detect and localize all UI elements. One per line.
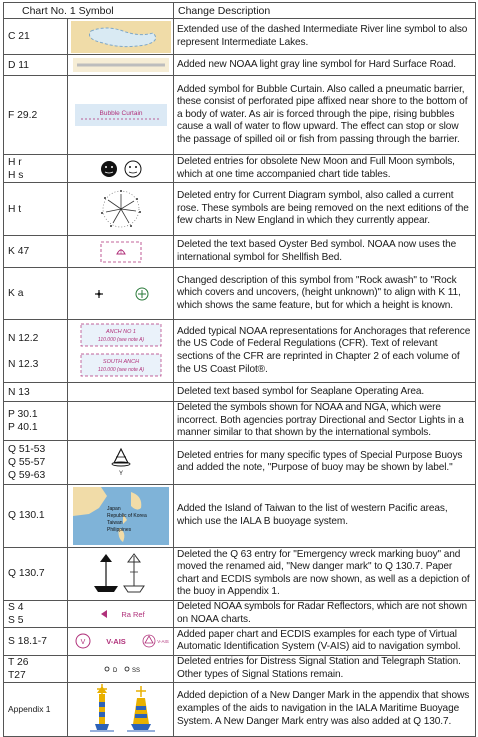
table-row [4, 547, 476, 600]
table-row [4, 320, 476, 383]
row-code: S 18.1-7 [4, 627, 68, 655]
row-description: Added depiction of a New Danger Mark in the appendix that shows examples of the aids to navigation in the IALA Maritime Buoyage System. A New Danger Mark entry was also added at Q 130.7. [174, 682, 476, 736]
signal-ss-label: SS [131, 667, 140, 674]
signal-d-label: D [112, 667, 117, 674]
special-buoy-icon [68, 440, 174, 484]
row-description: Deleted the symbols shown for NOAA and NGA, which were incorrect. Both agencies portray Directional and Sector Lights in a manner similar to that shown by the international symbols. [174, 402, 476, 441]
row-description: Deleted entries for Distress Signal Station and Telegraph Station. Other types of Signal Stations remain. [174, 655, 476, 682]
row-description: Added the Island of Taiwan to the list of western Pacific areas, which use the IALA B buoyage system. [174, 484, 476, 547]
danger-mark-buoy-icon [68, 682, 174, 736]
row-code: H r H s [4, 155, 68, 183]
row-code: Q 51-53 Q 55-57 Q 59-63 [4, 440, 68, 484]
row-description: Added typical NOAA representations for Anchorages that reference the US Code of Federal Regulations (CFR). Text of relevant sections of the CFR are reprinted in Chapter 2 of each volume of the US Coast Pilot®. [174, 320, 476, 383]
row-code: P 30.1 P 40.1 [4, 402, 68, 441]
row-description: Deleted the Q 63 entry for "Emergency wreck marking buoy" and moved the renamed aid, "New danger mark" to Q 130.7. Paper chart and ECDIS symbols are now shown, as well as a depiction of the buoy in Appendix 1. [174, 547, 476, 600]
row-code: T 26 T27 [4, 655, 68, 682]
row-code: D 11 [4, 55, 68, 76]
table-row [4, 383, 476, 402]
anchorage-note-2: 110.000 (see note A) [97, 367, 144, 373]
chart-changes-table [3, 2, 476, 737]
row-description: Deleted entries for many specific types of Special Purpose Buoys and added the note, "Purpose of buoy may be shown by label." [174, 440, 476, 484]
map-label-korea: Republic of Korea [106, 512, 147, 519]
row-description: Added symbol for Bubble Curtain. Also called a pneumatic barrier, these consist of perforated pipe affixed near shore to the bottom of a body of water. As air is forced through the pipe, rising bubbles cause a wall of water to flow upward. The effect can stop or slow the passage of spilled oil or fish from passing through the barrier. [174, 76, 476, 155]
anchorage-label-1: ANCH NO 1 [105, 329, 136, 335]
table-row [4, 55, 476, 76]
row-description: Extended use of the dashed Intermediate River line symbol to also represent Intermediate Lakes. [174, 19, 476, 55]
anchorage-icon [68, 320, 174, 383]
table-row [4, 484, 476, 547]
table-row [4, 682, 476, 736]
rock-awash-icon [68, 268, 174, 320]
row-description: Deleted the text based Oyster Bed symbol. NOAA now uses the international symbol for Shellfish Bed. [174, 236, 476, 268]
row-description: Added new NOAA light gray line symbol for Hard Surface Road. [174, 55, 476, 76]
row-code: N 12.2 N 12.3 [4, 320, 68, 383]
v-ais-label: V-AIS [105, 637, 126, 647]
row-code: H t [4, 183, 68, 236]
table-row [4, 402, 476, 441]
new-danger-mark-icon [68, 547, 174, 600]
row-code: F 29.2 [4, 76, 68, 155]
map-label-taiwan: Taiwan [106, 519, 123, 526]
bubble-curtain-label: Bubble Curtain [99, 110, 142, 117]
row-description: Deleted entries for obsolete New Moon and Full Moon symbols, which at one time accompanied chart tide tables. [174, 155, 476, 183]
seaplane-area-icon [68, 383, 174, 402]
row-code: K a [4, 268, 68, 320]
iala-map-icon [68, 484, 174, 547]
v-ais-v-label: V [80, 639, 85, 647]
row-code: K 47 [4, 236, 68, 268]
table-row [4, 627, 476, 655]
moon-phase-icon [68, 155, 174, 183]
row-code: C 21 [4, 19, 68, 55]
bubble-curtain-icon [68, 76, 174, 155]
anchorage-label-2: SOUTH ANCH [102, 359, 139, 365]
row-code: N 13 [4, 383, 68, 402]
row-description: Deleted NOAA symbols for Radar Reflectors, which are not shown on NOAA charts. [174, 600, 476, 627]
row-description: Deleted text based symbol for Seaplane Operating Area. [174, 383, 476, 402]
anchorage-note-1: 110.000 (see note A) [97, 337, 144, 343]
sector-light-icon [68, 402, 174, 441]
row-description: Added paper chart and ECDIS examples for each type of Virtual Automatic Identification System (V-AIS) aid to navigation symbol. [174, 627, 476, 655]
map-label-japan: Japan [106, 505, 121, 512]
row-code: Q 130.7 [4, 547, 68, 600]
v-ais-icon [68, 627, 174, 655]
signal-station-icon [68, 655, 174, 682]
hard-surface-road-icon [68, 55, 174, 76]
table-row [4, 655, 476, 682]
table-header-row [4, 3, 476, 19]
table-row [4, 76, 476, 155]
table-row [4, 236, 476, 268]
shellfish-bed-icon [68, 236, 174, 268]
table-row [4, 600, 476, 627]
table-row [4, 155, 476, 183]
svg-text:Y: Y [118, 471, 123, 478]
map-label-philippines: Philippines [106, 526, 131, 533]
table-row [4, 440, 476, 484]
table-row [4, 19, 476, 55]
row-code: Appendix 1 [4, 682, 68, 736]
row-code: Q 130.1 [4, 484, 68, 547]
radar-reflector-icon [68, 600, 174, 627]
row-code: S 4 S 5 [4, 600, 68, 627]
table-row [4, 268, 476, 320]
row-description: Changed description of this symbol from "Rock awash" to "Rock which covers and uncovers, (height unknown)" to align with K 11, which shows the same feature, but for which a height is known. [174, 268, 476, 320]
v-ais-small-label: V-AIS [156, 639, 169, 645]
ra-ref-label: Ra Ref [120, 609, 145, 619]
current-rose-icon [68, 183, 174, 236]
row-description: Deleted entry for Current Diagram symbol, also called a current rose. These symbols are being removed on the next editions of the few charts in New England in which they currently appear. [174, 183, 476, 236]
table-row [4, 183, 476, 236]
symbol-column-header: Chart No. 1 Symbol [4, 3, 174, 19]
intermediate-lake-icon [68, 19, 174, 55]
description-column-header: Change Description [174, 3, 476, 19]
